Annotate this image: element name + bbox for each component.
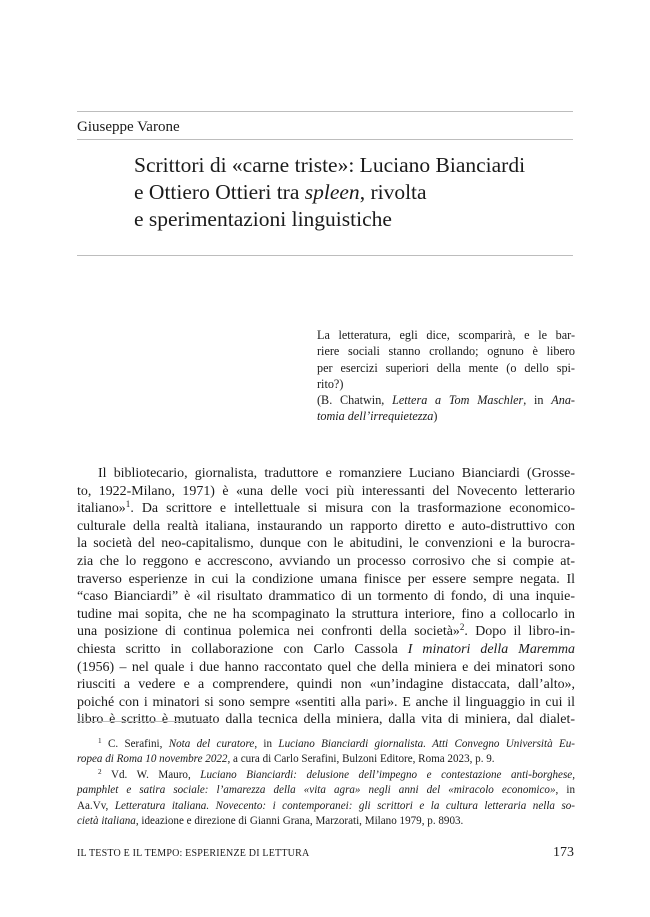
body-line: libro è scritto è mutuato dalla tecnica della miniera, dalla vita di miniera, dal dialet-	[77, 712, 575, 728]
body-line	[77, 641, 575, 659]
footnote-title: Luciano Bianciardi: delusione dell’impegno e contestazione anti-borghese,	[200, 768, 575, 781]
footnote-text: C. Serafini,	[101, 738, 169, 750]
epigraph-line: La letteratura, egli dice, scomparirà, e le bar-	[317, 328, 575, 342]
author-rule	[77, 139, 573, 140]
body-line: (1956) – nel quale i due hanno raccontato quel che della miniera e dei minatori sono	[77, 659, 575, 675]
body-text: una posizione di continua polemica nei confronti della società»	[77, 624, 460, 640]
body-line: poiché con i minatori si sono sempre «sentiti alla pari». E anche il linguaggio in cui il	[77, 694, 575, 710]
body-line: riusciti a vedere e a comprendere, quindi non «un’indagine distaccata, dall’alto»,	[77, 677, 575, 693]
title-line	[134, 179, 574, 206]
body-line: culturale della realtà italiana, instaurando un rapporto diretto e auto-distruttivo con	[77, 518, 575, 534]
body-line: “caso Bianciardi” è «il risultato drammatico di un tormento di fondo, di una inquie-	[77, 589, 575, 605]
footnote-1-cont	[77, 752, 575, 767]
footnote-title: ropea di Roma 10 novembre 2022	[77, 753, 228, 766]
body-text: chiesta scritto in collaborazione con Carlo Cassola	[77, 641, 408, 657]
footnote-title: Letteratura italiana. Novecento: i contemporanei: gli scrittori e la cultura letteraria nella so-	[114, 799, 576, 812]
body-line	[77, 500, 575, 518]
page-number: 173	[553, 845, 574, 860]
title-text: , rivolta	[359, 180, 427, 204]
title-line: Scrittori di «carne triste»: Luciano Bianciardi	[134, 153, 526, 177]
citation-text: )	[433, 409, 438, 424]
epigraph-line: per esercizi superiori della mente (o dello spi-	[317, 360, 575, 375]
footnote-rule	[77, 721, 211, 722]
footnote-number: 1	[98, 737, 102, 746]
citation-work-title: Lettera a Tom Maschler	[392, 393, 524, 408]
title-emphasis: spleen	[304, 180, 360, 204]
footnote-text: , in	[254, 738, 279, 750]
footnote-title: cietà italiana	[77, 815, 136, 828]
body-line: traverso esperienze in cui la condizione umana finisce per essere sempre negata. Il	[77, 571, 575, 587]
footnote-2-cont	[77, 799, 575, 814]
citation-text: , in	[523, 393, 552, 408]
footnote-text: , a cura di Carlo Serafini, Bulzoni Editore, Roma 2023, p. 9.	[227, 753, 495, 766]
body-line: la società del neo-capitalismo, dunque con le abitudini, le convenzioni e la burocra-	[77, 536, 575, 552]
footnote-text: Aa.Vv,	[77, 799, 115, 812]
body-paragraph	[77, 465, 575, 729]
citation-work-title: tomia dell’irrequietezza	[317, 409, 434, 424]
footnote-ref-1[interactable]: 1	[125, 499, 131, 510]
title-line: e sperimentazioni linguistiche	[134, 207, 392, 231]
epigraph-citation	[317, 392, 575, 408]
title-text: e Ottiero Ottieri tra	[134, 180, 305, 204]
epigraph-line: riere sociali stanno crollando; ognuno è libero	[317, 344, 575, 359]
body-text: italiano»	[77, 501, 126, 517]
footnote-number: 2	[98, 767, 102, 776]
author-name: Giuseppe Varone	[77, 119, 180, 135]
footnote-2-cont	[77, 783, 575, 798]
body-line	[77, 623, 575, 641]
top-rule	[77, 111, 573, 112]
footnote-1	[77, 737, 575, 752]
footnote-title: Luciano Bianciardi giornalista. Atti Convegno Università Eu-	[278, 738, 575, 750]
body-line: Il bibliotecario, giornalista, traduttore e romanziere Luciano Bianciardi (Grosse-	[98, 466, 575, 481]
footnote-title: Nota del curatore	[168, 738, 255, 750]
footnote-text: , in	[555, 784, 575, 797]
footnote-2	[77, 768, 575, 783]
footnotes	[77, 737, 575, 829]
footnote-text: Vd. W. Mauro,	[101, 768, 201, 781]
body-line: to, 1922-Milano, 1971) è «una delle voci più interessanti del Novecento letterario	[77, 483, 575, 499]
book-title: I minatori della Maremma	[407, 641, 575, 657]
title-rule	[77, 255, 573, 256]
epigraph-line: rito?)	[317, 376, 344, 391]
body-text: . Dopo il libro-in-	[464, 624, 575, 640]
body-line: tudine mai sopita, che ne ha scompaginato la struttura interiore, fino a collocarlo in	[77, 606, 575, 622]
epigraph-citation	[317, 408, 575, 424]
body-text: . Da scrittore e intellettuale si misura con la trasformazione economico-	[130, 501, 575, 517]
footnote-title: pamphlet e satira sociale: l’amarezza della «vita agra» negli anni del «miracolo economico»	[77, 784, 556, 797]
article-title	[134, 152, 574, 233]
footnote-text: , ideazione e direzione di Gianni Grana, Marzorati, Milano 1979, p. 8903.	[135, 815, 464, 828]
footnote-ref-2[interactable]: 2	[459, 622, 465, 633]
epigraph	[317, 327, 575, 425]
footnote-2-cont	[77, 814, 575, 829]
citation-work-title: Ana-	[551, 393, 575, 408]
body-line: zia che lo reggono e accrescono, avviando un processo corrosivo che si compie at-	[77, 553, 575, 569]
citation-text: (B. Chatwin,	[317, 393, 393, 408]
running-footer: IL TESTO E IL TEMPO: ESPERIENZE DI LETTURA	[77, 848, 310, 859]
